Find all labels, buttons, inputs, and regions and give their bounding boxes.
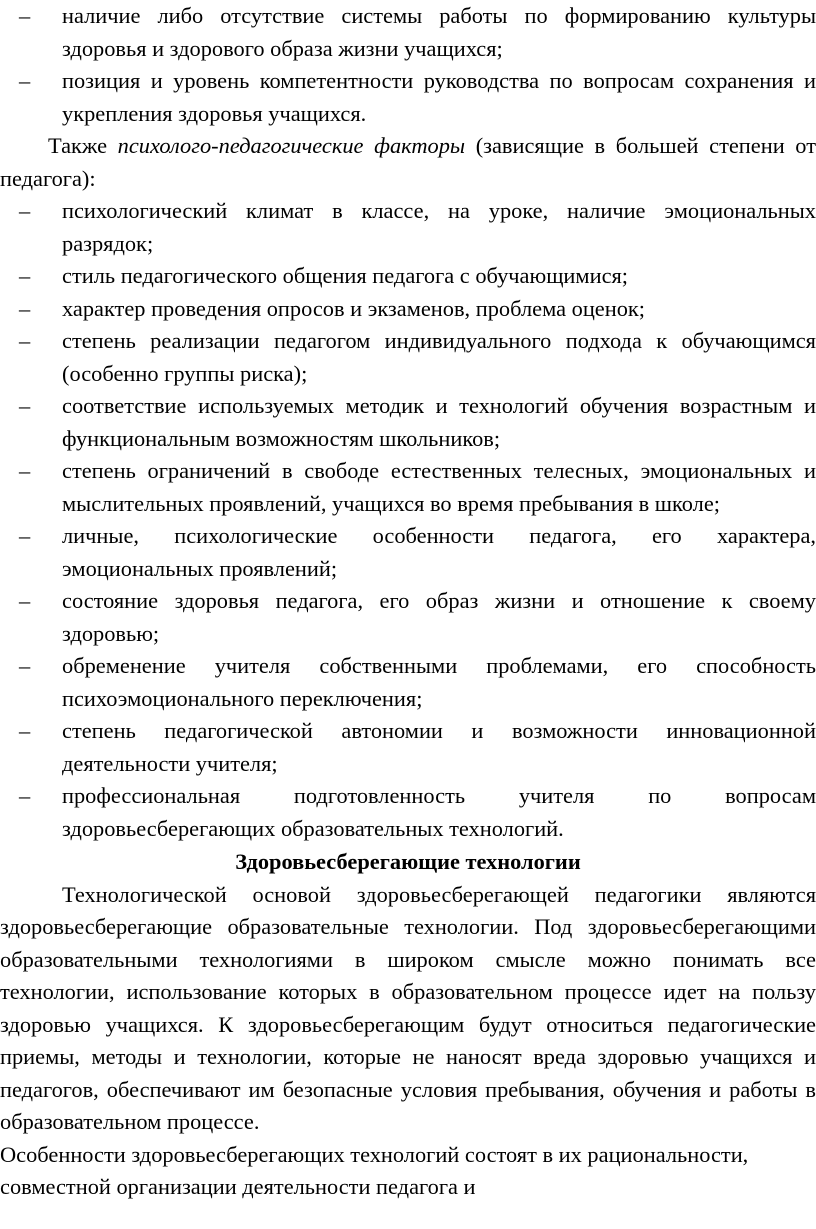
list-item (0, 455, 816, 520)
intro-paragraph (0, 130, 816, 195)
list-item (0, 520, 816, 585)
dash-marker: – (19, 263, 31, 288)
list-item-text: позиция и уровень компетентности руководства по вопросам сохранения и укрепления здоровья учащихся. (62, 68, 816, 126)
list-item (0, 585, 816, 650)
dash-marker: – (19, 783, 31, 808)
dash-marker: – (19, 198, 31, 223)
list-item-text: профессиональная подготовленность учителя по вопросам здоровьесберегающих образовательных технологий. (62, 783, 816, 841)
dash-marker: – (19, 3, 31, 28)
list-item (0, 0, 816, 65)
intro-after: (зависящие в большей степени от педагога): (0, 133, 816, 191)
dash-marker: – (19, 68, 31, 93)
list-item (0, 195, 816, 260)
list-item-text: личные, психологические особенности педагога, его характера, эмоциональных проявлений; (62, 523, 816, 581)
list-item-text: обременение учителя собственными проблемами, его способность психоэмоционального переключения; (62, 653, 816, 711)
dash-marker: – (19, 328, 31, 353)
list-item-text: степень педагогической автономии и возможности инновационной деятельности учителя; (62, 718, 816, 776)
list-item (0, 780, 816, 845)
body-paragraph: Технологической основой здоровьесберегающей педагогики являются здоровьесберегающие образовательные технологии. Под здоровьесберегающими образовательными технологиями в широком смысле можно понимать все технологии, использование которых в образовательном процессе идет на пользу здоровью учащихся. К здоровьесберегающим будут относиться педагогические приемы, методы и технологии, которые не наносят вреда здоровью учащихся и педагогов, обеспечивают им безопасные условия пребывания, обучения и работы в образовательном процессе. (0, 881, 816, 1134)
list-item-text: степень ограничений в свободе естественных телесных, эмоциональных и мыслительных проявлений, учащихся во время пребывания в школе; (62, 458, 816, 516)
list-item (0, 65, 816, 130)
list-item (0, 293, 816, 326)
dash-marker: – (19, 653, 31, 678)
list-item (0, 325, 816, 390)
list-item (0, 650, 816, 715)
factor-list-top (0, 0, 816, 130)
dash-marker: – (19, 523, 31, 548)
intro-emphasis: психолого-педагогические факторы (117, 133, 466, 158)
list-item-text: стиль педагогического общения педагога с обучающимися; (62, 263, 629, 288)
list-item (0, 715, 816, 780)
body-paragraph-continued: Особенности здоровьесберегающих технологий состоят в их рациональности, совместной организации деятельности педагога и (0, 1141, 749, 1199)
list-item (0, 260, 816, 293)
dash-marker: – (19, 393, 31, 418)
list-item-text: состояние здоровья педагога, его образ жизни и отношение к своему здоровью; (62, 588, 816, 646)
list-item-text: психологический климат в классе, на уроке, наличие эмоциональных разрядок; (62, 198, 816, 256)
dash-marker: – (19, 588, 31, 613)
factor-list-pedagogical (0, 195, 816, 845)
intro-before: Также (48, 133, 118, 158)
list-item-text: соответствие используемых методик и технологий обучения возрастным и функциональным возможностям школьников; (62, 393, 816, 451)
dash-marker: – (19, 718, 31, 743)
list-item (0, 390, 816, 455)
list-item-text: степень реализации педагогом индивидуального подхода к обучающимся (особенно группы риска); (62, 328, 816, 386)
list-item-text: наличие либо отсутствие системы работы по формированию культуры здоровья и здорового образа жизни учащихся; (62, 3, 816, 61)
dash-marker: – (19, 295, 31, 321)
section-heading: Здоровьесберегающие технологии (235, 849, 581, 874)
dash-marker: – (19, 458, 31, 483)
list-item-text: характер проведения опросов и экзаменов, проблема оценок; (62, 295, 646, 321)
